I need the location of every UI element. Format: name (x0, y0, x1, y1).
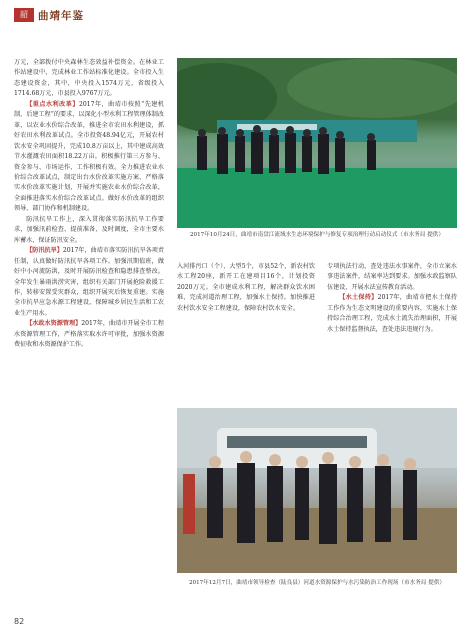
section-heading: 【防汛抗旱】 (26, 247, 63, 255)
paragraph (327, 293, 457, 335)
page-header (0, 0, 468, 26)
section-heading: 【重点水利改革】 (26, 100, 79, 108)
yearbook-title: 曲靖年鉴 (38, 10, 84, 22)
paragraph (14, 246, 164, 319)
left-text-column (14, 58, 164, 612)
right-text-column (327, 262, 457, 382)
paragraph-text: 2017年，曲靖市落实防汛抗旱各项责任制，认真做好防汛抗旱各项工作。加强汛期值班，做好中小河流防洪，及时开展防汛检查和隐患排查整改。全年发生暴雨洪涝灾害，组织有关部门开展抢险救援工作，转移安置受灾群众，组织开展灾后恢复重建。实施全市抗旱应急水源工程建设，保障城乡居民生活和工农业生产用水。 (14, 247, 164, 317)
paragraph-text: 2017年，曲靖市把水土保持工作作为生态文明建设的重要内容，实施水土保持综合治理工程，完成水土流失治理面积，开展水土保持监督执法，查处违法违规行为。 (327, 294, 457, 333)
middle-text-column (177, 262, 315, 382)
section-heading: 【水政水资源管理】 (26, 320, 82, 328)
paragraph: 万元，全部拨付中央森林生态效益补偿资金。在林业工作站建设中，完成林业工作站标准化建设。全市投入生态建设资金，其中，中央投入1574万元，省级投入1714.68万元，市县投入9767万元。 (14, 59, 164, 98)
photo-caption: 2017年10月24日，曲靖市南盘江流域水生态环境保护与修复专项治理行动启动仪式（市水务局 提供） (189, 232, 444, 238)
yearbook-logo: 韶 (14, 8, 34, 22)
paragraph (14, 319, 164, 350)
paragraph (14, 100, 164, 215)
paragraph-text: 2017年，曲靖市按照“先建机制，后建工程”的要求，以深化小型水利工程管理体制改革，以农业水价综合改革，推进全市农田水利建设，抓好农田水利改革试点。全市投资48.94亿元，开展农村饮水安全巩固提升，完成10.8万亩以上，其中建成高效节水灌溉农田面积18.22万亩。积极推行第三方参与、资金参与、市场运作，工作积极有效。全力推进农业水价综合改革试点，制定出台水价改革实施方案，严格落实水价改革实施计划，开展并实施农业水价综合改革，全面推进落实水价综合改革试点。做好水价改革的组织领导、部门协作和机制建设。 (14, 100, 164, 213)
paragraph-text: 2017年，曲靖市开展全市工程水资源管理工作，严格落实取水许可审批，加强水资源费征收和水资源保护工作。 (14, 320, 164, 349)
photo-caption: 2017年12月7日，曲靖市领导检查（陆良县）河道水资源保护与水污染防治工作现场（市水务局 提供） (188, 580, 446, 586)
page-number: 82 (14, 617, 25, 626)
paragraph: 专项执法行动，查处违法水事案件，全市立案水事违法案件，结案率达到要求。加强水政监察队伍建设，开展水法宣传教育活动。 (327, 263, 457, 291)
section-heading: 【水土保持】 (339, 294, 378, 302)
paragraph: 防汛抗旱工作上，深入贯彻落实防汛抗旱工作要求，加强汛前检查、提前准备、及时调度，全市主要水库蓄水，保证防汛安全。 (14, 215, 164, 244)
paragraph: 入河排污口（个），大型5个，市县52个，新农村饮水工程20座，新开工在建项目16个，计划投资2020万元。全市建成水利工程，解决群众饮水困难，完成河道治理工程，加强水土保持。加快推进农村饮水安全工程建设，保障农村饮水安全。 (177, 263, 315, 312)
photo-launch-ceremony (177, 58, 457, 228)
photo-field-inspection (177, 408, 457, 573)
